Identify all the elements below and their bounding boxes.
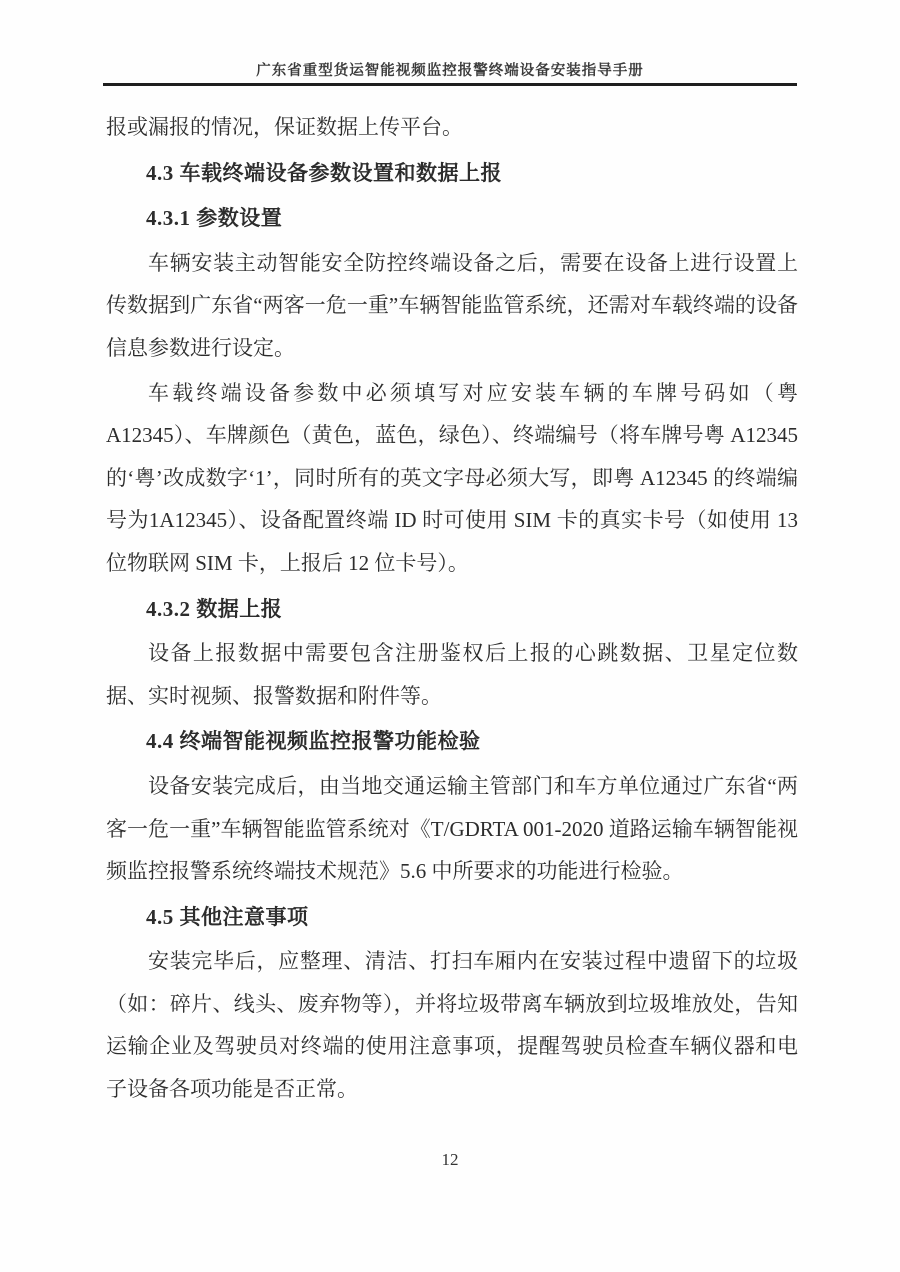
document-body [106, 105, 798, 1113]
paragraph: 设备上报数据中需要包含注册鉴权后上报的心跳数据、卫星定位数据、实时视频、报警数据和附件等。 [106, 641, 798, 708]
page-number: 12 [441, 1150, 459, 1169]
paragraph: 设备安装完成后，由当地交通运输主管部门和车方单位通过广东省“两客一危一重”车辆智能监管系统对《T/GDRTA 001-2020 道路运输车辆智能视频监控报警系统终端技术规范》5.6 中所要求的功能进行检验。 [106, 773, 798, 884]
section-heading: 4.3.2 数据上报 [146, 596, 283, 621]
section-heading: 4.5 其他注意事项 [146, 904, 309, 929]
section-heading: 4.4 终端智能视频监控报警功能检验 [146, 729, 481, 754]
paragraph: 安装完毕后，应整理、清洁、打扫车厢内在安装过程中遗留下的垃圾（如：碎片、线头、废弃物等），并将垃圾带离车辆放到垃圾堆放处，告知运输企业及驾驶员对终端的使用注意事项，提醒驾驶员检查车辆仪器和电子设备各项功能是否正常。 [106, 949, 798, 1102]
paragraph: 车载终端设备参数中必须填写对应安装车辆的车牌号码如（粤 A12345）、车牌颜色（黄色，蓝色，绿色）、终端编号（将车牌号粤 A12345 的‘粤’改成数字‘1’，同时所有的英文字母必须大写，即粤 A12345 的终端编号为1A12345）、设备配置终端 ID 时可使用 SIM 卡的真实卡号（如使用 13 位物联网 SIM 卡，上报后 12 位卡号）。 [106, 380, 798, 575]
section-heading: 4.3 车载终端设备参数设置和数据上报 [146, 160, 502, 185]
paragraph: 车辆安装主动智能安全防控终端设备之后，需要在设备上进行设置上传数据到广东省“两客一危一重”车辆智能监管系统，还需对车载终端的设备信息参数进行设定。 [106, 250, 798, 360]
section-heading: 4.3.1 参数设置 [146, 206, 283, 231]
header-divider [103, 83, 797, 86]
continuation-paragraph: 报或漏报的情况，保证数据上传平台。 [106, 115, 463, 139]
page-header-title: 广东省重型货运智能视频监控报警终端设备安装指导手册 [256, 63, 644, 79]
